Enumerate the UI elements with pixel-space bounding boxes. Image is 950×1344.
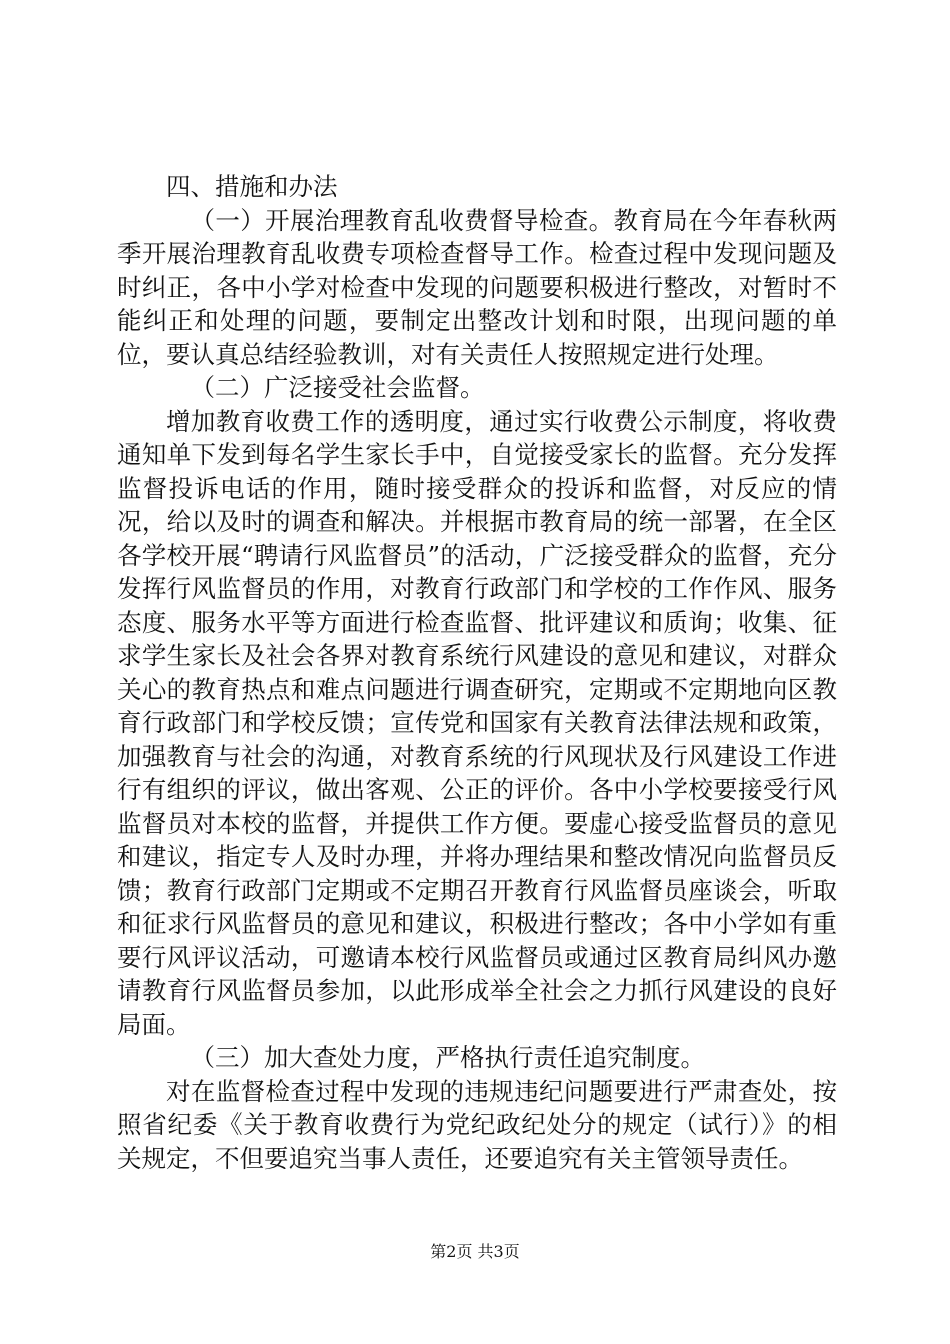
paragraph-supervision: 增加教育收费工作的透明度，通过实行收费公示制度，将收费通知单下发到每名学生家长手中，自觉接受家长的监督。充分发挥监督投诉电话的作用，随时接受群众的投诉和监督，对反应的情况，给以及时的调查和解决。并根据市教育局的统一部署，在全区各学校开展“聘请行风监督员”的活动，广泛接受群众的监督，充分发挥行风监督员的作用，对教育行政部门和学校的工作作风、服务态度、服务水平等方面进行检查监督、批评建议和质询；收集、征求学生家长及社会各界对教育系统行风建设的意见和建议，对群众关心的教育热点和难点问题进行调查研究，定期或不定期地向区教育行政部门和学校反馈；宣传党和国家有关教育法律法规和政策，加强教育与社会的沟通，对教育系统的行风现状及行风建设工作进行有组织的评议，做出客观、公正的评价。各中小学校要接受行风监督员对本校的监督，并提供工作方便。要虚心接受监督员的意见和建议，指定专人及时办理，并将办理结果和整改情况向监督员反馈；教育行政部门定期或不定期召开教育行风监督员座谈会，听取和征求行风监督员的意见和建议，积极进行整改；各中小学如有重要行风评议活动，可邀请本校行风监督员或通过区教育局纠风办邀请教育行风监督员参加，以此形成举全社会之力抓行风建设的良好局面。 (117, 406, 837, 1039)
page-number-footer: 第2页 共3页 (430, 1242, 520, 1261)
paragraph-accountability: 对在监督检查过程中发现的违规违纪问题要进行严肃查处，按照省纪委《关于教育收费行为党纪政纪处分的规定（试行）》的相关规定，不但要追究当事人责任，还要追究有关主管领导责任。 (117, 1076, 837, 1173)
section-heading: 四、措施和办法 (166, 172, 338, 201)
subheading-accountability: （三）加大查处力度，严格执行责任追究制度。 (190, 1043, 705, 1072)
subheading-supervision: （二）广泛接受社会监督。 (190, 373, 485, 402)
paragraph-inspection: （一）开展治理教育乱收费督导检查。教育局在今年春秋两季开展治理教育乱收费专项检查督导工作。检查过程中发现问题及时纠正，各中小学对检查中发现的问题要积极进行整改，对暂时不能纠正和处理的问题，要制定出整改计划和时限，出现问题的单位，要认真总结经验教训，对有关责任人按照规定进行处理。 (117, 205, 837, 369)
document-body (117, 170, 837, 1175)
